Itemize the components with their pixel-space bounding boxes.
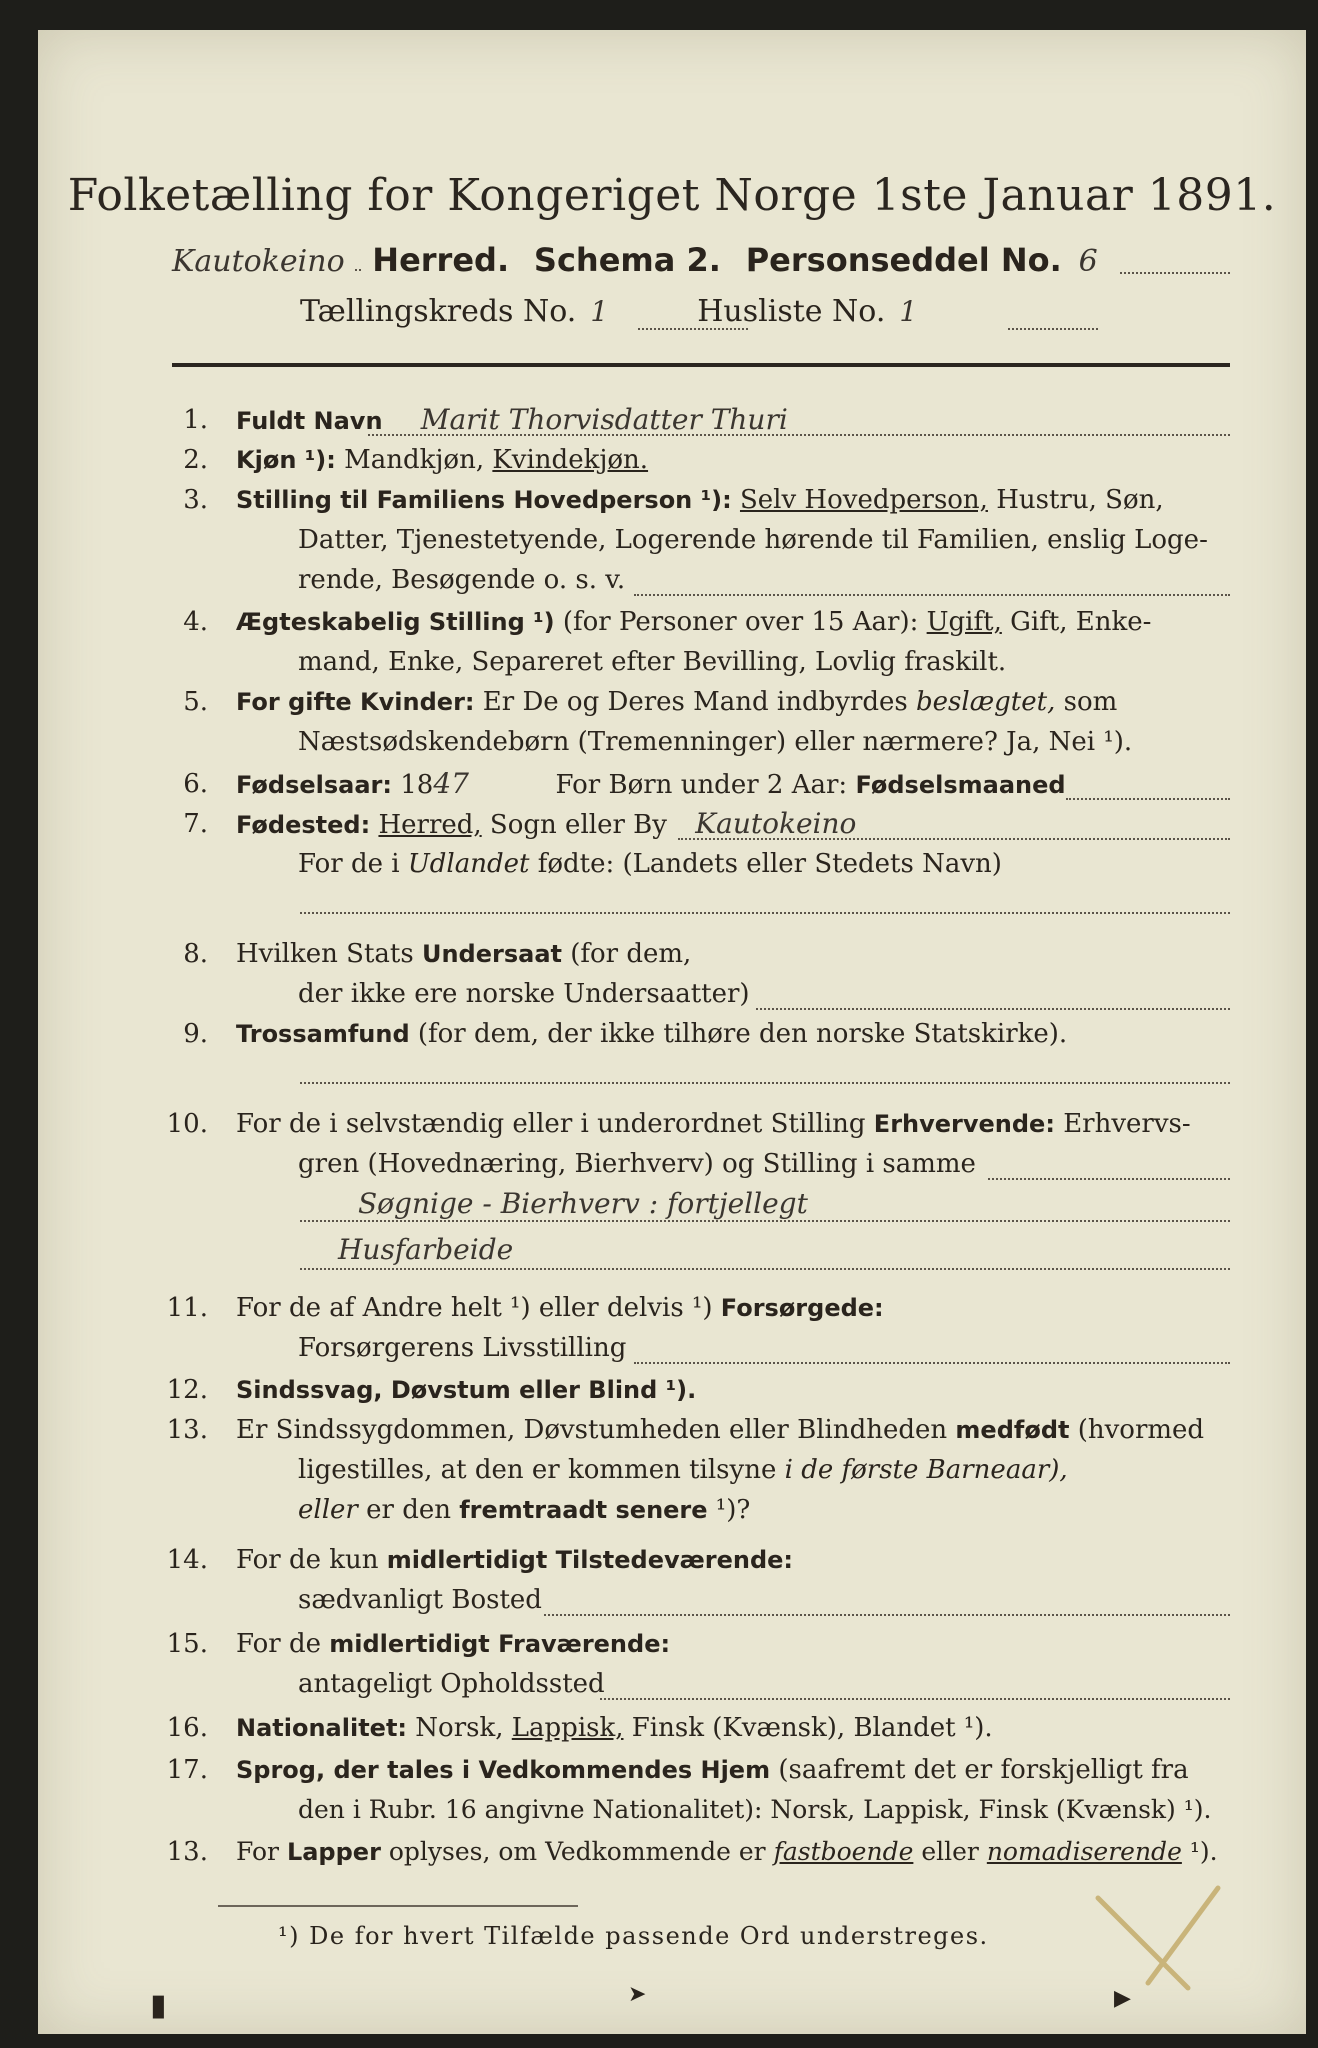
row-number: 14. [166,1545,208,1575]
row-15 [236,1626,670,1662]
form-title: Folketælling for Kongeriget Norge 1ste Januar 1891. [67,170,1277,221]
fodested-handwritten: Kautokeino [695,807,857,840]
gifte-text: Er De og Deres Mand indbyrdes [474,687,917,717]
row-3-line-2: Datter, Tjenestetyende, Logerende hørende til Familien, enslig Loge- [298,525,1208,555]
center-mark-icon: ➤ [628,1982,647,2007]
gifte-text-2: som [1055,687,1118,717]
selv-hovedperson-selected: Selv Hovedperson, [739,485,988,515]
sindssyg-text-2: (hvormed [1069,1415,1205,1445]
row-14 [236,1542,793,1578]
fodselsaar-prefix: 18 [392,770,434,800]
row-number: 9. [183,1019,208,1049]
lapper-text-2: oplyses, om Vedkommende er [380,1837,774,1866]
gifte-kvinder-label: For gifte Kvinder: [236,688,475,716]
row-number: 5. [183,687,208,717]
sindssyg-text: Er Sindssygdommen, Døvstumheden eller Blindheden [236,1415,956,1445]
row-6 [236,766,1066,803]
kjon-label: Kjøn ¹): [236,446,336,474]
fodselsaar-handwritten: 47 [433,767,469,800]
row-13 [236,1412,1204,1448]
row-17-line-2: den i Rubr. 16 angivne Nationalitet): Norsk, Lappisk, Finsk (Kvænsk) ¹). [298,1795,1212,1824]
sprog-label: Sprog, der tales i Vedkommendes Hjem [236,1756,771,1784]
row-5-line-2: Næstsødskendebørn (Tremenninger) eller nærmere? Ja, Nei ¹). [298,727,1133,757]
nomadiserende-text: nomadiserende [986,1837,1182,1866]
row-17 [236,1752,1189,1788]
row-number: 13. [166,1837,208,1867]
fodselsmaaned-label: Fødselsmaaned [855,771,1066,799]
footnote-rule [218,1905,578,1907]
row-3-line-3: rende, Besøgende o. s. v. [298,565,626,595]
fremtraadt-label: fremtraadt senere [459,1496,708,1524]
nationalitet-text: Norsk, [407,1713,512,1743]
lappisk-selected: Lappisk, [511,1713,624,1743]
footnote: ¹) De for hvert Tilfælde passende Ord understreges. [278,1922,989,1950]
ligestilles-text: ligestilles, at den er kommen tilsyne [298,1455,785,1485]
forsorgede-text: For de af Andre helt ¹) eller delvis ¹) [236,1293,721,1323]
row-7-line-2 [298,846,1002,882]
pencil-x-mark [1078,1878,1238,1998]
erhverv-text-2: Erhvervs- [1054,1109,1191,1139]
fodselsaar-label: Fødselsaar: [236,771,392,799]
row-16 [236,1710,993,1746]
corner-mark-icon: ▮ [150,1988,167,2023]
census-form [38,30,1306,2034]
row-number: 2. [183,445,208,475]
fodested-text: Sogn eller By [481,810,667,840]
beslaegtet-text: beslægtet, [916,687,1056,717]
row-4-line-2: mand, Enke, Separeret efter Bevilling, Lovlig fraskilt. [298,647,1007,677]
trossamfund-label: Trossamfund [236,1020,410,1048]
row-number: 8. [183,939,208,969]
fravaer-label: midlertidigt Fraværende: [329,1630,671,1658]
name-handwritten: Marit Thorvisdatter Thuri [420,403,788,436]
aegteskab-text: (for Personer over 15 Aar): [554,607,927,637]
row-14-line-2: sædvanligt Bosted [298,1585,542,1615]
aegteskab-options: Gift, Enke- [1001,607,1152,637]
row-number: 1. [183,405,208,435]
aegteskab-label: Ægteskabelig Stilling ¹) [236,608,555,636]
herred-selected: Herred, [378,810,482,840]
medfodt-label: medfødt [955,1416,1070,1444]
personseddel-label: Personseddel No. [745,241,1062,279]
row-8-line-2: der ikke ere norske Undersaatter) [298,979,750,1009]
row-10-line-2: gren (Hovednæring, Bierhverv) og Stilling i samme [298,1149,976,1179]
row-13-line-2 [298,1452,1068,1488]
udlandet-text: Udlandet [407,849,530,879]
ugift-selected: Ugift, [926,607,1002,637]
husliste-label: Husliste No. [697,294,886,329]
row-4 [236,604,1151,640]
row-3 [236,482,1164,518]
lapper-label: Lapper [286,1838,381,1866]
tilstede-label: midlertidigt Tilstedeværende: [386,1546,794,1574]
trossamfund-text: (for dem, der ikke tilhøre den norske Statskirke). [409,1019,1068,1049]
row-11-line-2: Forsørgerens Livsstilling [298,1333,627,1363]
stilling-options: Hustru, Søn, [987,485,1164,515]
nationalitet-options: Finsk (Kvænsk), Blandet ¹). [623,1713,993,1743]
udland-text-2: fødte: (Landets eller Stedets Navn) [529,849,1002,879]
born-under-text: For Børn under 2 Aar: [555,770,856,800]
row-number: 3. [183,485,208,515]
stats-text-2: (for dem, [561,939,692,969]
kreds-handwritten: 1 [590,295,609,328]
row-number: 12. [166,1375,208,1405]
undersaat-label: Undersaat [421,940,562,968]
row-number: 17. [166,1755,208,1785]
row-5 [236,684,1117,720]
row-18 [236,1834,1218,1870]
row-number: 7. [183,809,208,839]
sprog-text: (saafremt det er forskjelligt fra [770,1755,1189,1785]
fastboende-text: fastboende [773,1837,914,1866]
row-12 [236,1372,696,1408]
fuldt-navn-label: Fuldt Navn [236,407,383,435]
schema-label: Schema 2. [533,241,721,279]
fremtraadt-suffix: ¹)? [707,1495,751,1525]
row-11 [236,1290,884,1326]
forsorgede-label: Forsørgede: [720,1294,884,1322]
eller-text: eller [298,1495,358,1525]
row-number: 15. [166,1629,208,1659]
fodested-label: Fødested: [236,811,371,839]
stats-text: Hvilken Stats [236,939,422,969]
right-mark-icon: ▶ [1114,1986,1131,2011]
lapper-text-3: eller [913,1837,987,1866]
barneaar-text: i de første Barneaar), [784,1455,1068,1485]
erhverv-handwritten-2: Husfarbeide [338,1233,514,1266]
husliste-handwritten: 1 [899,295,918,328]
header-line [172,238,1098,284]
erhverv-handwritten-1: Søgnige - Bierhverv : fortjellegt [358,1187,808,1220]
row-15-line-2: antageligt Opholdssted [298,1669,605,1699]
row-13-line-3 [298,1492,750,1528]
row-8 [236,936,691,972]
lapper-text: For [236,1837,287,1866]
row-number: 11. [166,1293,208,1323]
kjon-text: Mandkjøn, [335,445,493,475]
sindssvag-label: Sindssvag, Døvstum eller Blind ¹). [236,1376,697,1404]
fravaer-text: For de [236,1629,330,1659]
herred-label: Herred. [372,241,510,279]
kreds-line [300,292,917,332]
tilstede-text: For de kun [236,1545,387,1575]
herred-handwritten: Kautokeino [172,244,345,279]
lapper-text-4: ¹). [1181,1837,1218,1866]
erhvervende-label: Erhvervende: [873,1110,1055,1138]
kreds-label: Tællingskreds No. [300,294,577,329]
row-number: 16. [166,1713,208,1743]
stilling-label: Stilling til Familiens Hovedperson ¹): [236,486,732,514]
row-number: 4. [183,607,208,637]
row-2 [236,442,648,478]
row-number: 10. [166,1109,208,1139]
er-den-text: er den [357,1495,460,1525]
personseddel-handwritten: 6 [1078,244,1098,279]
row-number: 13. [166,1415,208,1445]
header-rule [172,363,1230,367]
row-10 [236,1106,1191,1142]
kvindekjon-selected: Kvindekjøn. [492,445,649,475]
udland-text: For de i [298,849,408,879]
nationalitet-label: Nationalitet: [236,1714,408,1742]
row-9 [236,1016,1067,1052]
erhverv-text: For de i selvstændig eller i underordnet Stilling [236,1109,874,1139]
row-number: 6. [183,769,208,799]
